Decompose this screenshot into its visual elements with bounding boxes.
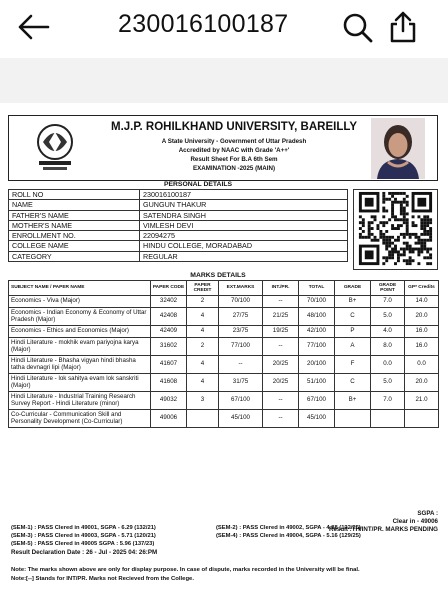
table-cell: 70/100	[219, 296, 263, 308]
table-cell: P	[335, 326, 371, 338]
subject-cell: Economics - Ethics and Economics (Major)	[9, 326, 151, 338]
column-header: PAPER CODE	[151, 281, 187, 296]
table-row	[9, 410, 439, 428]
table-cell: 4	[187, 374, 219, 392]
table-cell	[335, 410, 371, 428]
table-cell: 20/25	[263, 356, 299, 374]
clear-in-text: Clear in - 49006	[392, 518, 438, 525]
table-row	[9, 231, 348, 241]
university-header	[8, 115, 438, 181]
table-cell: 20/100	[299, 356, 335, 374]
table-row	[9, 190, 348, 200]
table-cell	[405, 410, 439, 428]
app-bar	[0, 0, 448, 58]
sem-1-result: (SEM-1) : PASS Clered in 49001, SGPA - 6.29 (132/21)	[11, 525, 156, 531]
table-cell: 21.0	[405, 392, 439, 410]
table-cell: 4.0	[371, 326, 405, 338]
table-row	[9, 326, 439, 338]
table-cell: 20.0	[405, 308, 439, 326]
sem-2-result: (SEM-2) : PASS Clered in 49002, SGPA - 4.88 (122/25)	[216, 525, 361, 531]
table-cell: 3	[187, 392, 219, 410]
table-cell: 67/100	[299, 392, 335, 410]
personal-details-table	[8, 189, 348, 262]
table-cell: 70/100	[299, 296, 335, 308]
table-cell: 41608	[151, 374, 187, 392]
personal-details-title: PERSONAL DETAILS	[163, 181, 233, 188]
column-header: GRADE POINT	[371, 281, 405, 296]
table-cell: 16.0	[405, 338, 439, 356]
field-value: GUNGUN THAKUR	[140, 200, 348, 210]
table-cell: 48/100	[299, 308, 335, 326]
app-bar-title: 230016100187	[118, 10, 289, 38]
table-cell: 77/100	[299, 338, 335, 356]
table-cell: 49006	[151, 410, 187, 428]
table-cell: 4	[187, 308, 219, 326]
table-header-row	[9, 281, 439, 296]
column-header: INT./PR.	[263, 281, 299, 296]
table-row	[9, 220, 348, 230]
table-row	[9, 200, 348, 210]
table-cell	[371, 410, 405, 428]
column-header: EXT.MARKS	[219, 281, 263, 296]
table-cell: 67/100	[219, 392, 263, 410]
table-row	[9, 374, 439, 392]
missing-marks-note: Note:[--] Stands for INT/PR. Marks not Recieved from the College.	[11, 576, 194, 582]
table-cell: 20/25	[263, 374, 299, 392]
table-cell: 51/100	[299, 374, 335, 392]
table-cell: 42408	[151, 308, 187, 326]
field-value: HINDU COLLEGE, MORADABAD	[140, 241, 348, 251]
column-header: GRADE	[335, 281, 371, 296]
student-photo	[371, 118, 425, 179]
table-cell: 42409	[151, 326, 187, 338]
field-value: REGULAR	[140, 251, 348, 261]
column-header: TOTAL	[299, 281, 335, 296]
table-cell: F	[335, 356, 371, 374]
table-cell: C	[335, 308, 371, 326]
table-cell: 20.0	[405, 374, 439, 392]
table-cell: 27/75	[219, 308, 263, 326]
sem-5-result: (SEM-5) : PASS Clered in 49005 SGPA : 5.96 (137/23)	[11, 541, 155, 547]
table-cell: 41607	[151, 356, 187, 374]
table-cell: 8.0	[371, 338, 405, 356]
field-label: FATHER'S NAME	[9, 210, 140, 220]
field-label: ENROLLMENT NO.	[9, 231, 140, 241]
table-cell: A	[335, 338, 371, 356]
table-cell: 49032	[151, 392, 187, 410]
back-arrow-icon[interactable]	[16, 12, 52, 42]
declaration-date: Result Declaration Date : 26 - Jul - 2025 04: 26:PM	[11, 549, 158, 556]
table-row	[9, 308, 439, 326]
table-cell: 5.0	[371, 374, 405, 392]
disclaimer-note: Note: The marks shown above are only for display purpose. In case of dispute, marks recorded in the University will be final.	[11, 567, 360, 573]
field-value: 22094275	[140, 231, 348, 241]
sem-3-result: (SEM-3) : PASS Clered in 49003, SGPA - 5.71 (120/21)	[11, 533, 156, 539]
subject-cell: Hindi Literature - mokhik evam pariyojna karya (Major)	[9, 338, 151, 356]
table-cell: 14.0	[405, 296, 439, 308]
marks-table	[8, 280, 439, 428]
column-header: GP* Credits	[405, 281, 439, 296]
table-cell: --	[263, 392, 299, 410]
table-cell: 2	[187, 296, 219, 308]
table-cell: 7.0	[371, 296, 405, 308]
table-row	[9, 356, 439, 374]
table-row	[9, 210, 348, 220]
field-label: CATEGORY	[9, 251, 140, 261]
table-row	[9, 241, 348, 251]
table-cell: 21/25	[263, 308, 299, 326]
table-cell: 23/75	[219, 326, 263, 338]
table-cell: --	[263, 338, 299, 356]
table-cell: --	[219, 356, 263, 374]
table-cell: B+	[335, 296, 371, 308]
table-cell: 19/25	[263, 326, 299, 338]
subject-cell: Hindi Literature - Industrial Training Research Survey Report - Hindi Literature (minor)	[9, 392, 151, 410]
table-row	[9, 296, 439, 308]
sgpa-label: SGPA :	[417, 510, 438, 517]
subject-cell: Economics - Indian Economy & Economy of Uttar Pradesh (Major)	[9, 308, 151, 326]
university-line-4: EXAMINATION -2025 (MAIN)	[192, 165, 276, 172]
qr-code-icon	[353, 189, 438, 270]
field-label: NAME	[9, 200, 140, 210]
subject-cell: Hindi Literature - Bhasha vigyan hindi bhasha tatha devnagri lipi (Major)	[9, 356, 151, 374]
table-cell: --	[263, 296, 299, 308]
table-row	[9, 338, 439, 356]
table-cell: 4	[187, 326, 219, 338]
table-cell: 77/100	[219, 338, 263, 356]
university-line-3: Result Sheet For B.A 6th Sem	[190, 156, 278, 163]
column-header: PAPER CREDIT	[187, 281, 219, 296]
table-cell: 0.0	[405, 356, 439, 374]
sem-4-result: (SEM-4) : PASS Clered in 49004, SGPA - 5.16 (129/25)	[216, 533, 361, 539]
table-cell: C	[335, 374, 371, 392]
table-cell: 4	[187, 356, 219, 374]
university-line-2: Accredited by NAAC with Grade 'A++'	[178, 147, 290, 154]
subject-cell: Co-Curricular - Communication Skill and Personality Development (Co-Curricular)	[9, 410, 151, 428]
field-label: ROLL NO	[9, 190, 140, 200]
table-cell: 0.0	[371, 356, 405, 374]
university-name: M.J.P. ROHILKHAND UNIVERSITY, BAREILLY	[110, 121, 357, 133]
table-cell: 2	[187, 338, 219, 356]
field-value: SATENDRA SINGH	[140, 210, 348, 220]
table-row	[9, 251, 348, 261]
subject-cell: Economics - Viva (Major)	[9, 296, 151, 308]
field-value: 230016100187	[140, 190, 348, 200]
subject-cell: Hindi Literature - lok sahitya evam lok sanskriti (Major)	[9, 374, 151, 392]
university-line-1: A State University - Government of Uttar Pradesh	[161, 138, 307, 145]
table-row	[9, 392, 439, 410]
field-label: COLLEGE NAME	[9, 241, 140, 251]
table-cell: --	[263, 410, 299, 428]
result-sheet	[0, 103, 448, 597]
table-cell: 31602	[151, 338, 187, 356]
table-cell: B+	[335, 392, 371, 410]
field-label: MOTHER'S NAME	[9, 220, 140, 230]
table-cell	[187, 410, 219, 428]
table-cell: 16.0	[405, 326, 439, 338]
field-value: VIMLESH DEVI	[140, 220, 348, 230]
column-header: SUBJECT NAME / PAPER NAME	[9, 281, 151, 296]
table-cell: 32402	[151, 296, 187, 308]
share-icon[interactable]	[388, 10, 418, 44]
marks-details-title: MARKS DETAILS	[190, 272, 246, 279]
table-cell: 5.0	[371, 308, 405, 326]
table-cell: 31/75	[219, 374, 263, 392]
table-cell: 42/100	[299, 326, 335, 338]
university-logo-icon	[29, 120, 81, 176]
search-icon[interactable]	[342, 12, 374, 44]
result-status: Result :TH/INT/PR. MARKS PENDING	[329, 526, 438, 533]
table-cell: 45/100	[299, 410, 335, 428]
table-cell: 45/100	[219, 410, 263, 428]
table-cell: 7.0	[371, 392, 405, 410]
